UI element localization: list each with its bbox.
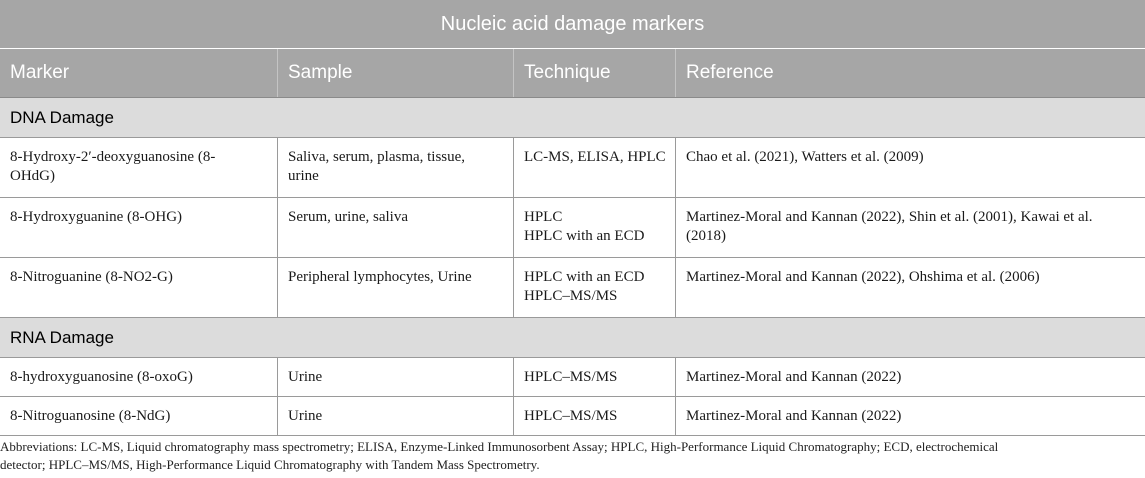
cell-reference (676, 397, 1145, 435)
table-row (0, 358, 1145, 397)
cell-line: HPLC–MS/MS (524, 369, 618, 385)
cell-technique (514, 358, 676, 396)
table-row (0, 258, 1145, 318)
cell-line: LC-MS, ELISA, HPLC (524, 149, 666, 165)
cell-technique (514, 258, 676, 317)
cell-marker (0, 138, 278, 197)
cell-line: Urine (288, 369, 323, 385)
cell-line: Martinez-Moral and Kannan (2022) (686, 369, 902, 385)
cell-line: HPLC with an ECD (524, 269, 645, 285)
cell-line: 8-Hydroxyguanine (8-OHG) (10, 209, 183, 225)
cell-reference (676, 358, 1145, 396)
cell-line: 8-hydroxyguanosine (8-oxoG) (10, 369, 193, 385)
table-row (0, 138, 1145, 198)
cell-line: urine (288, 168, 319, 184)
cell-marker (0, 198, 278, 257)
cell-line: Chao et al. (2021), Watters et al. (2009) (686, 149, 924, 165)
table-row (0, 198, 1145, 258)
cell-line: HPLC–MS/MS (524, 288, 618, 304)
cell-line: Saliva, serum, plasma, tissue, (288, 149, 466, 165)
cell-marker (0, 397, 278, 435)
header-technique: Technique (514, 49, 676, 97)
cell-marker (0, 258, 278, 317)
header-reference: Reference (686, 62, 774, 83)
cell-line: 8-Nitroguanosine (8-NdG) (10, 408, 171, 424)
footnote-line: Abbreviations: LC-MS, Liquid chromatography mass spectrometry; ELISA, Enzyme-Linked Immunosorbent Assay; HPLC, High-Performance Liquid Chromatography; ECD, electrochemical (0, 439, 999, 454)
cell-reference (676, 138, 1145, 197)
cell-line: 8-Nitroguanine (8-NO2-G) (10, 269, 173, 285)
footnote-line: detector; HPLC–MS/MS, High-Performance Liquid Chromatography with Tandem Mass Spectrometry. (0, 457, 540, 472)
cell-line: (2018) (686, 228, 726, 244)
cell-reference (676, 198, 1145, 257)
cell-sample (278, 397, 514, 435)
header-sample: Sample (278, 49, 514, 97)
cell-line: HPLC (524, 209, 563, 225)
cell-sample (278, 198, 514, 257)
table-row (0, 397, 1145, 436)
cell-sample (278, 258, 514, 317)
cell-line: Urine (288, 408, 323, 424)
cell-line: OHdG) (10, 168, 55, 184)
cell-line: HPLC–MS/MS (524, 408, 618, 424)
table-footnote (0, 438, 1140, 474)
cell-line: HPLC with an ECD (524, 228, 645, 244)
table-header-row (0, 49, 1145, 98)
cell-line: Serum, urine, saliva (288, 209, 408, 225)
table-title: Nucleic acid damage markers (0, 0, 1145, 49)
cell-line: Peripheral lymphocytes, Urine (288, 269, 472, 285)
section-dna-damage: DNA Damage (0, 98, 1145, 138)
cell-line: Martinez-Moral and Kannan (2022), Ohshima et al. (2006) (686, 269, 1040, 285)
cell-technique (514, 198, 676, 257)
header-marker: Marker (0, 49, 278, 97)
cell-sample (278, 138, 514, 197)
cell-technique (514, 138, 676, 197)
cell-sample (278, 358, 514, 396)
cell-reference (676, 258, 1145, 317)
cell-technique (514, 397, 676, 435)
section-rna-damage: RNA Damage (0, 318, 1145, 358)
cell-line: Martinez-Moral and Kannan (2022), Shin et al. (2001), Kawai et al. (686, 209, 1093, 225)
cell-line: Martinez-Moral and Kannan (2022) (686, 408, 902, 424)
cell-line: 8-Hydroxy-2′-deoxyguanosine (8- (10, 149, 216, 165)
cell-marker (0, 358, 278, 396)
